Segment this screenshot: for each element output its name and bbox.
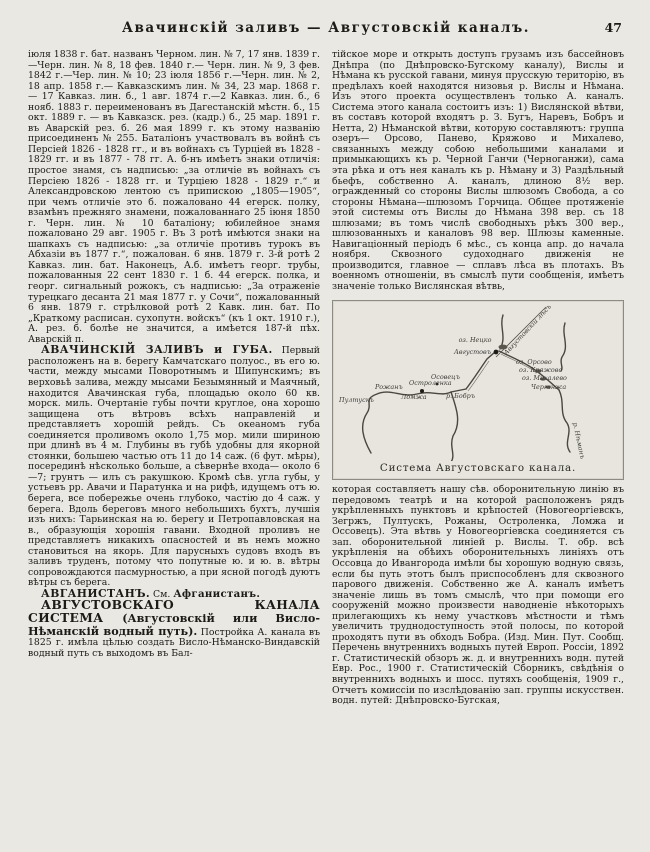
entry-avgustovsky [28,597,320,659]
entry-avachinsky-headword: АВАЧИНСКІЙ ЗАЛИВЪ и ГУБА. [41,343,273,357]
map-label-ostrolenka: Остроленка [409,378,452,387]
text-below-map: которая составляетъ нашу сѣв. оборонительную линію въ передовомъ театрѣ и на которой расположенъ рядъ укрѣпленныхъ пунктовъ и крѣпостей (Новогеоргіевскъ, Зегржъ, Пултускъ, Рожаны, Остроленка, Ломжа и Оссовецъ). Эта вѣтвь у Новогеоргіевска соединяется съ зап. оборонительной линіей р. Вислы. Т. обр. всѣ укрѣпленія на обѣихъ оборонительныхъ линіяхъ отъ Оссовца до Ивангорода имѣли бы хорошую водную связь, если бы путь этотъ былъ приспособленъ для сквозного парового движенія. Собственно же А. каналъ имѣетъ значеніе лишь въ томъ смыслѣ, что при помощи его сооруженій можно произвести наводненіе нѣкоторыхъ прилегающихъ къ нему участковъ мѣстности и тѣмъ увеличить труднодоступность этой полосы, по которой проходятъ пути въ обходъ Бобра. (Изд. Мин. Пут. Сообщ. Перечень внутреннихъ водныхъ путей Европ. Россіи, 1892 г. Статистическій обзоръ ж. д. и внутреннихъ водн. путей Евр. Рос., 1900 г. Статистическій Сборникъ, свѣдѣнія о внутреннихъ водныхъ и шосс. путяхъ сообщенія, 1909 г., Отчетъ комиссіи по изслѣдованію зап. группы искусствен. водн. путей: Днѣпровско-Бугская, [332,484,624,707]
map-label-augustow: Августовъ [454,347,491,356]
map-label-lomzha: Ломжа [401,392,427,401]
running-head [28,20,624,36]
map-caption: Система Августовскаго канала. [379,461,577,474]
canal-system-map [333,301,623,461]
map-label-rozhan: Рожанъ [375,382,403,391]
right-column [332,50,624,707]
entry-avachinsky [28,345,320,589]
map-label-lake-orsovo: оз. Орсово [516,357,552,366]
map-label-cherganzha: Черганжа [531,382,567,391]
text-above-map: тійское море и открыть доступъ грузамъ изъ бассейновъ Днѣпра (по Днѣпровско-Бугскому каналу), Вислы и Нѣмана къ русской гавани, минуя прусскую територію, въ предѣлахъ коей находятся низовья р. Вислы и Нѣмана. Изъ этого проекта осуществленъ только А. каналъ. Система этого канала состоитъ изъ: 1) Вислянской вѣтви, въ составъ которой входятъ р. З. Бугъ, Наревъ, Бобръ и Нетта, 2) Нѣманской вѣтви, которую составляютъ: группа озеръ— Орсово, Панево, Кряжово и Михалево, связанныхъ между собою небольшими каналами и примыкающихъ къ р. Черной Ганчи (Черноганжи), сама эта рѣка и отъ нея каналъ къ р. Нѣману и 3) Раздѣльный бьефъ, собственно А. каналъ, длиною 8½ вер. огражденный со стороны Вислы шлюзомъ Свобода, а со стороны Нѣмана—шлюзомъ Горчица. Общее протяженіе этой системы отъ Вислы до Нѣмана 398 вер. съ 18 шлюзами; въ томъ числѣ свободныхъ рѣкъ 300 вер., шлюзованныхъ и каналовъ 98 вер. Шлюзы каменные. Навигаціонный періодъ 6 мѣс., съ конца апр. до начала ноября. Сквозного судоходнаго движенія не производится, главное — сплавъ лѣса въ плотахъ. Въ военномъ отношеніи, въ смыслѣ пути сообщенія, имѣетъ значеніе только Вислянская вѣтвь, [332,49,624,293]
map-label-lake-necko: оз. Нецко [458,335,492,344]
map-labels [338,302,587,459]
map-label-augustow-forest: Августовскій лѣсъ [502,302,553,357]
map-label-osovets: Осовецъ [431,372,460,381]
entry-avgustovsky-headword-paren: (Августовскій или Висло-Нѣманскій водный путь). [28,610,320,638]
entry-avganistan-see-target: Афганистанъ. [173,587,261,600]
map-label-pultusk: Пултускъ [339,395,374,404]
map-label-bobr-river: р. Бобръ [446,391,475,400]
entry-avgustovsky-body: Постройка А. канала въ 1825 г. имѣла цѣлью создать Висло-Нѣманско-Виндавскій водный путь съ выходомъ въ Бал- [28,626,320,659]
continuation-paragraph: іюля 1838 г. бат. названъ Черном. лин. № 7, 17 янв. 1839 г.—Черн. лин. № 8, 18 фев. 1840 г.— Черн. лин. № 9, 3 фев. 1842 г.—Чер. лин. № 10; 23 іюля 1856 г.—Черн. лин. № 2, 18 апр. 1858 г.— Кавказскимъ лин. № 34, 23 мар. 1868 г. — 17 Кавказ. лин. б., 1 авг. 1874 г.—2 Кавказ. лин. б., 6 нояб. 1883 г. переименованъ въ Дагестанскій мѣстн. б., 15 окт. 1889 г. — въ Кавказск. рез. (кадр.) б., 25 мар. 1891 г. въ Аварскій рез. б. 26 мая 1899 г. къ этому названію присоединенъ № 255. Баталіонъ участвовалъ въ войнѣ съ Персіей 1826 - 1828 гг., и въ войнахъ съ Турціей въ 1828 - 1829 гг. и въ 1877 - 78 гг. А. б-нъ имѣетъ знаки отличія: простое знамя, съ надписью: „за отличіе въ войнахъ съ Персіею 1826 - 1828 гг. и Турціею 1828 - 1829 г.“ и Александровскою лентою съ припискою „1805—1905“, при чемъ отличіе это б. пожаловано 44 егерск. полку, взамѣнъ прежняго знамени, пожалованнаго 25 іюня 1850 г. Черн. лин. № 10 баталіону; юбилейное знамя пожаловано 29 авг. 1905 г. Въ 3 ротѣ имѣются знаки на шапкахъ съ надписью: „за отличіе противъ турокъ въ Абхазіи въ 1877 г.“, пожалован. 6 янв. 1879 г. 3-й ротѣ 2 Кавказ. лин. бат. Наконецъ, А.б. имѣетъ георг. трубы, пожалованныя 22 сент 1830 г. 1 б. 44 егерск. полка, и георг. сигнальный рожокъ, съ надписью: „За отраженіе турецкаго десанта 21 мая 1877 г. у Сочи“, пожалованный 6 янв. 1879 г. стрѣлковой ротѣ 2 Кавк. лин. бат. По „Краткому расписан. сухопутн. войскъ“ (къ 1 окт. 1910 г.), А. рез. б. болѣе не значится, а имѣется 187-й пѣх. Аварскій п. [28,49,320,345]
page-number: 47 [604,20,622,35]
entry-avganistan-see: См. [150,588,174,600]
left-column [28,50,320,707]
entry-avganistan-headword: АВГАНИСТАНЪ. [41,586,151,600]
page-title: Авачинскій заливъ — Августовскій каналъ. [121,20,530,36]
map-label-lake-kryazhovo: оз. Кряжово [519,365,563,374]
entry-avgustovsky-headword: АВГУСТОВСКАГО КАНАЛА СИСТЕМА [28,597,320,625]
entry-avachinsky-body: Первый расположенъ на в. берегу Камчатскаго полуос., въ его ю. части, между мысами Поворотнымъ и Шипунскимъ; въ верховьѣ залива, между мысами Безымянный и Маячный, находится Авачинская губа, площадью около 60 кв. морск. миль. Очертаніе губы почти круглое, она хорошо защищена отъ вѣтровъ всѣхъ направленій и представляетъ хорошій рейдъ. Съ океаномъ губа соединяется проливомъ около 1,75 мор. мили шириною при длинѣ въ 4 м. Глубины въ губѣ удобны для якорной стоянки, большею частью отъ 11 до 14 саж. (6 фут. мѣры), посерединѣ нѣсколько больше, а сѣвернѣе входа— около 6—7; грунтъ — илъ съ ракушкою. Кромѣ сѣв. угла губы, у устьевъ рр. Авачи и Паратунка и на рифѣ, идущемъ отъ ю. берега, все побережье очень глубоко, частію до 4 саж. у берега. Вдоль береговъ много небольшихъ бухтъ, лучшія изъ нихъ: Тарьинская на ю. берегу и Петропавловская на в., образующія хорошія гавани. Входной проливъ не представляетъ никакихъ опасностей и въ немъ можно становиться на якорь. Для парусныхъ судовъ входъ въ заливъ труденъ, потому что попутные ю. и ю. в. вѣтры сопровождаются пасмурностью, а при ясной погодѣ дуютъ вѣтры съ берега. [28,345,320,589]
map-figure [332,300,624,481]
map-label-neman-river: р. Нѣманъ [571,421,587,460]
map-label-lake-mikhalevo: оз. Михалево [522,373,567,382]
